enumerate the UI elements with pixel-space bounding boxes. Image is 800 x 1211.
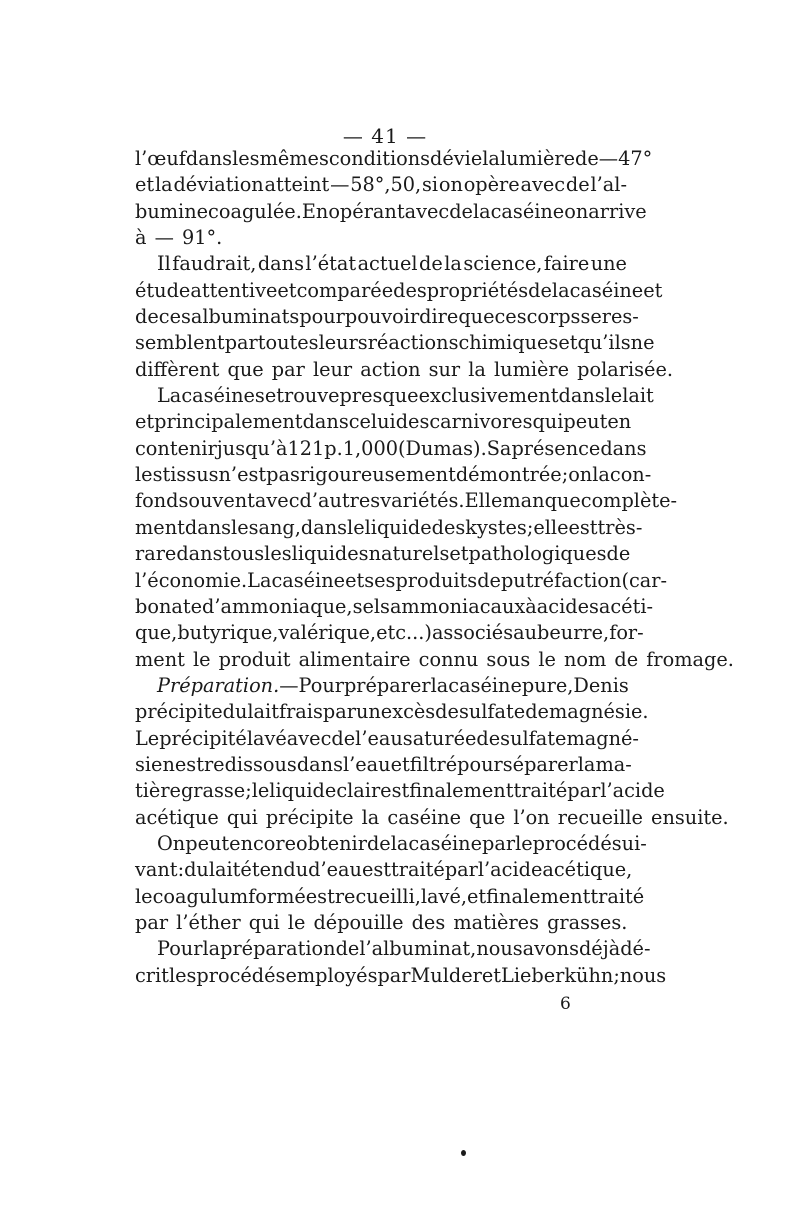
text-line: On peut encore obtenir de la caséine par le procédé sui-: [157, 831, 647, 855]
body-text: [135, 146, 734, 989]
text-line: le coagulum formé est recueilli, lavé, et finalement traité: [135, 884, 645, 908]
text-line: étude attentive et comparée des propriétés de la caséine et: [135, 278, 663, 302]
text-line: par l’éther qui le dépouille des matières grasses.: [135, 910, 628, 934]
text-line: sien est redissous dans l’eau et filtré pour séparer la ma-: [135, 752, 632, 776]
text-line: de ces albuminats pour pouvoir dire que ces corps se res-: [135, 305, 639, 329]
text-line: La caséine se trouve presque exclusivement dans le lait: [157, 384, 654, 408]
ink-speck: [461, 1150, 466, 1156]
text-line: Préparation. — Pour préparer la caséine pure, Denis: [157, 673, 629, 697]
text-line: Pour la préparation de l’albuminat, nous avons déjà dé-: [157, 937, 651, 961]
text-line: bonate d’ammoniaque, sels ammoniacaux à acides acéti-: [135, 594, 654, 618]
text-line: crit les procédés employés par Mulder et Lieberkühn ; nous: [135, 963, 667, 987]
text-line: bumine coagulée. En opérant avec de la caséine on arrive: [135, 199, 647, 223]
text-line: fond souvent avec d’autres variétés. Elle manque complète-: [135, 489, 678, 513]
text-line: que, butyrique, valérique, etc...) associés au beurre, for-: [135, 621, 644, 645]
text-line: ment dans le sang, dans le liquide des kystes ; elle est très-: [135, 515, 643, 539]
text-line: à — 91°.: [135, 226, 223, 250]
text-line: l’œuf dans les mêmes conditions dévie la lumière de — 47°: [135, 147, 653, 170]
text-line: les tissus n’est pas rigoureusement démontrée ; on la con-: [135, 463, 652, 487]
text-line: et principalement dans celui des carnivores qui peut en: [135, 410, 632, 434]
text-line: diffèrent que par leur action sur la lumière polarisée.: [135, 357, 673, 381]
page-number: — 41 —: [342, 124, 428, 148]
text-line: acétique qui précipite la caséine que l’on recueille ensuite.: [135, 805, 729, 829]
text-line: l’économie. La caséine et ses produits de putréfaction (car-: [135, 568, 668, 592]
text-line: précipite du lait frais par un excès de sulfate de magnésie.: [135, 700, 649, 724]
text-line: vant : du lait étendu d’eau est traité par l’acide acétique,: [135, 858, 633, 882]
signature-mark: 6: [560, 994, 571, 1014]
text-line: Il faudrait, dans l’état actuel de la science, faire une: [157, 252, 627, 276]
text-line: rare dans tous les liquides naturels et pathologiques de: [135, 542, 631, 566]
text-line: et la déviation atteint — 58°,50, si on opère avec de l’al-: [135, 173, 627, 197]
text-line: ment le produit alimentaire connu sous le nom de fromage.: [135, 647, 734, 671]
text-line: semblent par toutes leurs réactions chimiques et qu’ils ne: [135, 331, 655, 355]
text-line: tière grasse ; le liquide clair est finalement traité par l’acide: [135, 779, 665, 803]
text-line: Le précipité lavé avec de l’eau saturée de sulfate magné-: [135, 726, 639, 750]
text-line: contenir jusqu’à 121 p. 1,000 (Dumas). Sa présence dans: [135, 436, 647, 460]
